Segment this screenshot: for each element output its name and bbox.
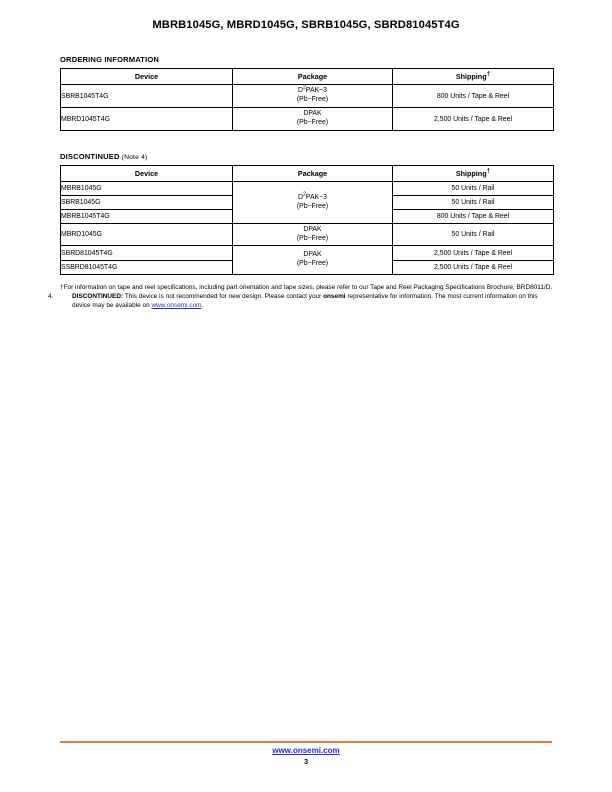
footnote-note-4: 4. DISCONTINUED: This device is not recommended for new design. Please contact your onsemi representative for information. The most current information on this device may be available on www.onsemi.com. xyxy=(48,293,538,310)
dagger-marker: † xyxy=(60,284,64,291)
footnote-dagger: †For information on tape and reel specifications, including part orientation and tape sizes, please refer to our Tape and Reel Packaging Specifications Brochure, BRD8011/D. xyxy=(60,284,553,291)
cell-shipping: 2,500 Units / Tape & Reel xyxy=(393,246,554,261)
discontinued-note-ref: (Note 4) xyxy=(121,154,148,161)
discontinued-table xyxy=(60,165,554,275)
column-header-package: Package xyxy=(233,69,393,85)
cell-device: MBRB1045G xyxy=(61,182,233,196)
cell-device: SSBRD81045T4G xyxy=(61,261,233,275)
column-header-shipping: Shipping† xyxy=(393,69,554,85)
table-row xyxy=(61,182,554,196)
cell-device: SBRD81045T4G xyxy=(61,246,233,261)
cell-package: $D^2PAK-3$ (Pb−Free) xyxy=(233,85,393,108)
footnote-number: 4. xyxy=(48,293,54,301)
cell-shipping: 50 Units / Rail xyxy=(393,182,554,196)
onsemi-brand: onsemi xyxy=(323,293,346,301)
cell-package: DPAK (Pb−Free) xyxy=(233,108,393,131)
table-row xyxy=(61,246,554,261)
cell-device: MBRD1045G xyxy=(61,224,233,246)
cell-package: DPAK (Pb−Free) xyxy=(233,224,393,246)
cell-shipping: 2,500 Units / Tape & Reel xyxy=(393,261,554,275)
superscript-two: 2 xyxy=(302,85,306,92)
cell-device: SBRB1045G xyxy=(61,196,233,210)
footnotes xyxy=(48,283,555,310)
column-header-device: Device xyxy=(61,69,233,85)
cell-package: DPAK (Pb−Free) xyxy=(233,246,393,275)
table-row xyxy=(61,108,554,131)
cell-shipping: 50 Units / Rail xyxy=(393,196,554,210)
table-header-row xyxy=(61,69,554,85)
cell-device: SBRB1045T4G xyxy=(61,85,233,108)
superscript-two: 2 xyxy=(302,191,306,198)
table-row xyxy=(61,224,554,246)
discontinued-heading xyxy=(60,152,147,161)
cell-shipping: 800 Units / Tape & Reel xyxy=(393,210,554,224)
footnote-lead-bold: DISCONTINUED: xyxy=(72,293,124,301)
ordering-information-label: ORDERING INFORMATION xyxy=(60,55,160,64)
footer-website-link[interactable]: www.onsemi.com xyxy=(272,746,340,755)
cell-device: MBRB1045T4G xyxy=(61,210,233,224)
dagger-marker: † xyxy=(486,167,491,175)
column-header-shipping: Shipping† xyxy=(393,166,554,182)
page-number: 3 xyxy=(303,757,309,766)
cell-package: $D^2PAK-3$ (Pb−Free) xyxy=(233,182,393,224)
onsemi-website-link[interactable]: www.onsemi.com xyxy=(151,302,202,310)
cell-shipping: 800 Units / Tape & Reel xyxy=(393,85,554,108)
footer-website xyxy=(0,746,612,755)
column-header-package: Package xyxy=(233,166,393,182)
table-header-row xyxy=(61,166,554,182)
footer-divider xyxy=(60,741,552,743)
cell-shipping: 2,500 Units / Tape & Reel xyxy=(393,108,554,131)
column-header-device: Device xyxy=(61,166,233,182)
discontinued-label: DISCONTINUED xyxy=(60,152,120,161)
cell-shipping: 50 Units / Rail xyxy=(393,224,554,246)
ordering-information-heading xyxy=(60,55,159,64)
ordering-information-table xyxy=(60,68,554,131)
dagger-marker: † xyxy=(486,70,491,78)
table-row xyxy=(61,85,554,108)
page-title: MBRB1045G, MBRD1045G, SBRB1045G, SBRD81045T4G xyxy=(152,19,460,31)
cell-device: MBRD1045T4G xyxy=(61,108,233,131)
